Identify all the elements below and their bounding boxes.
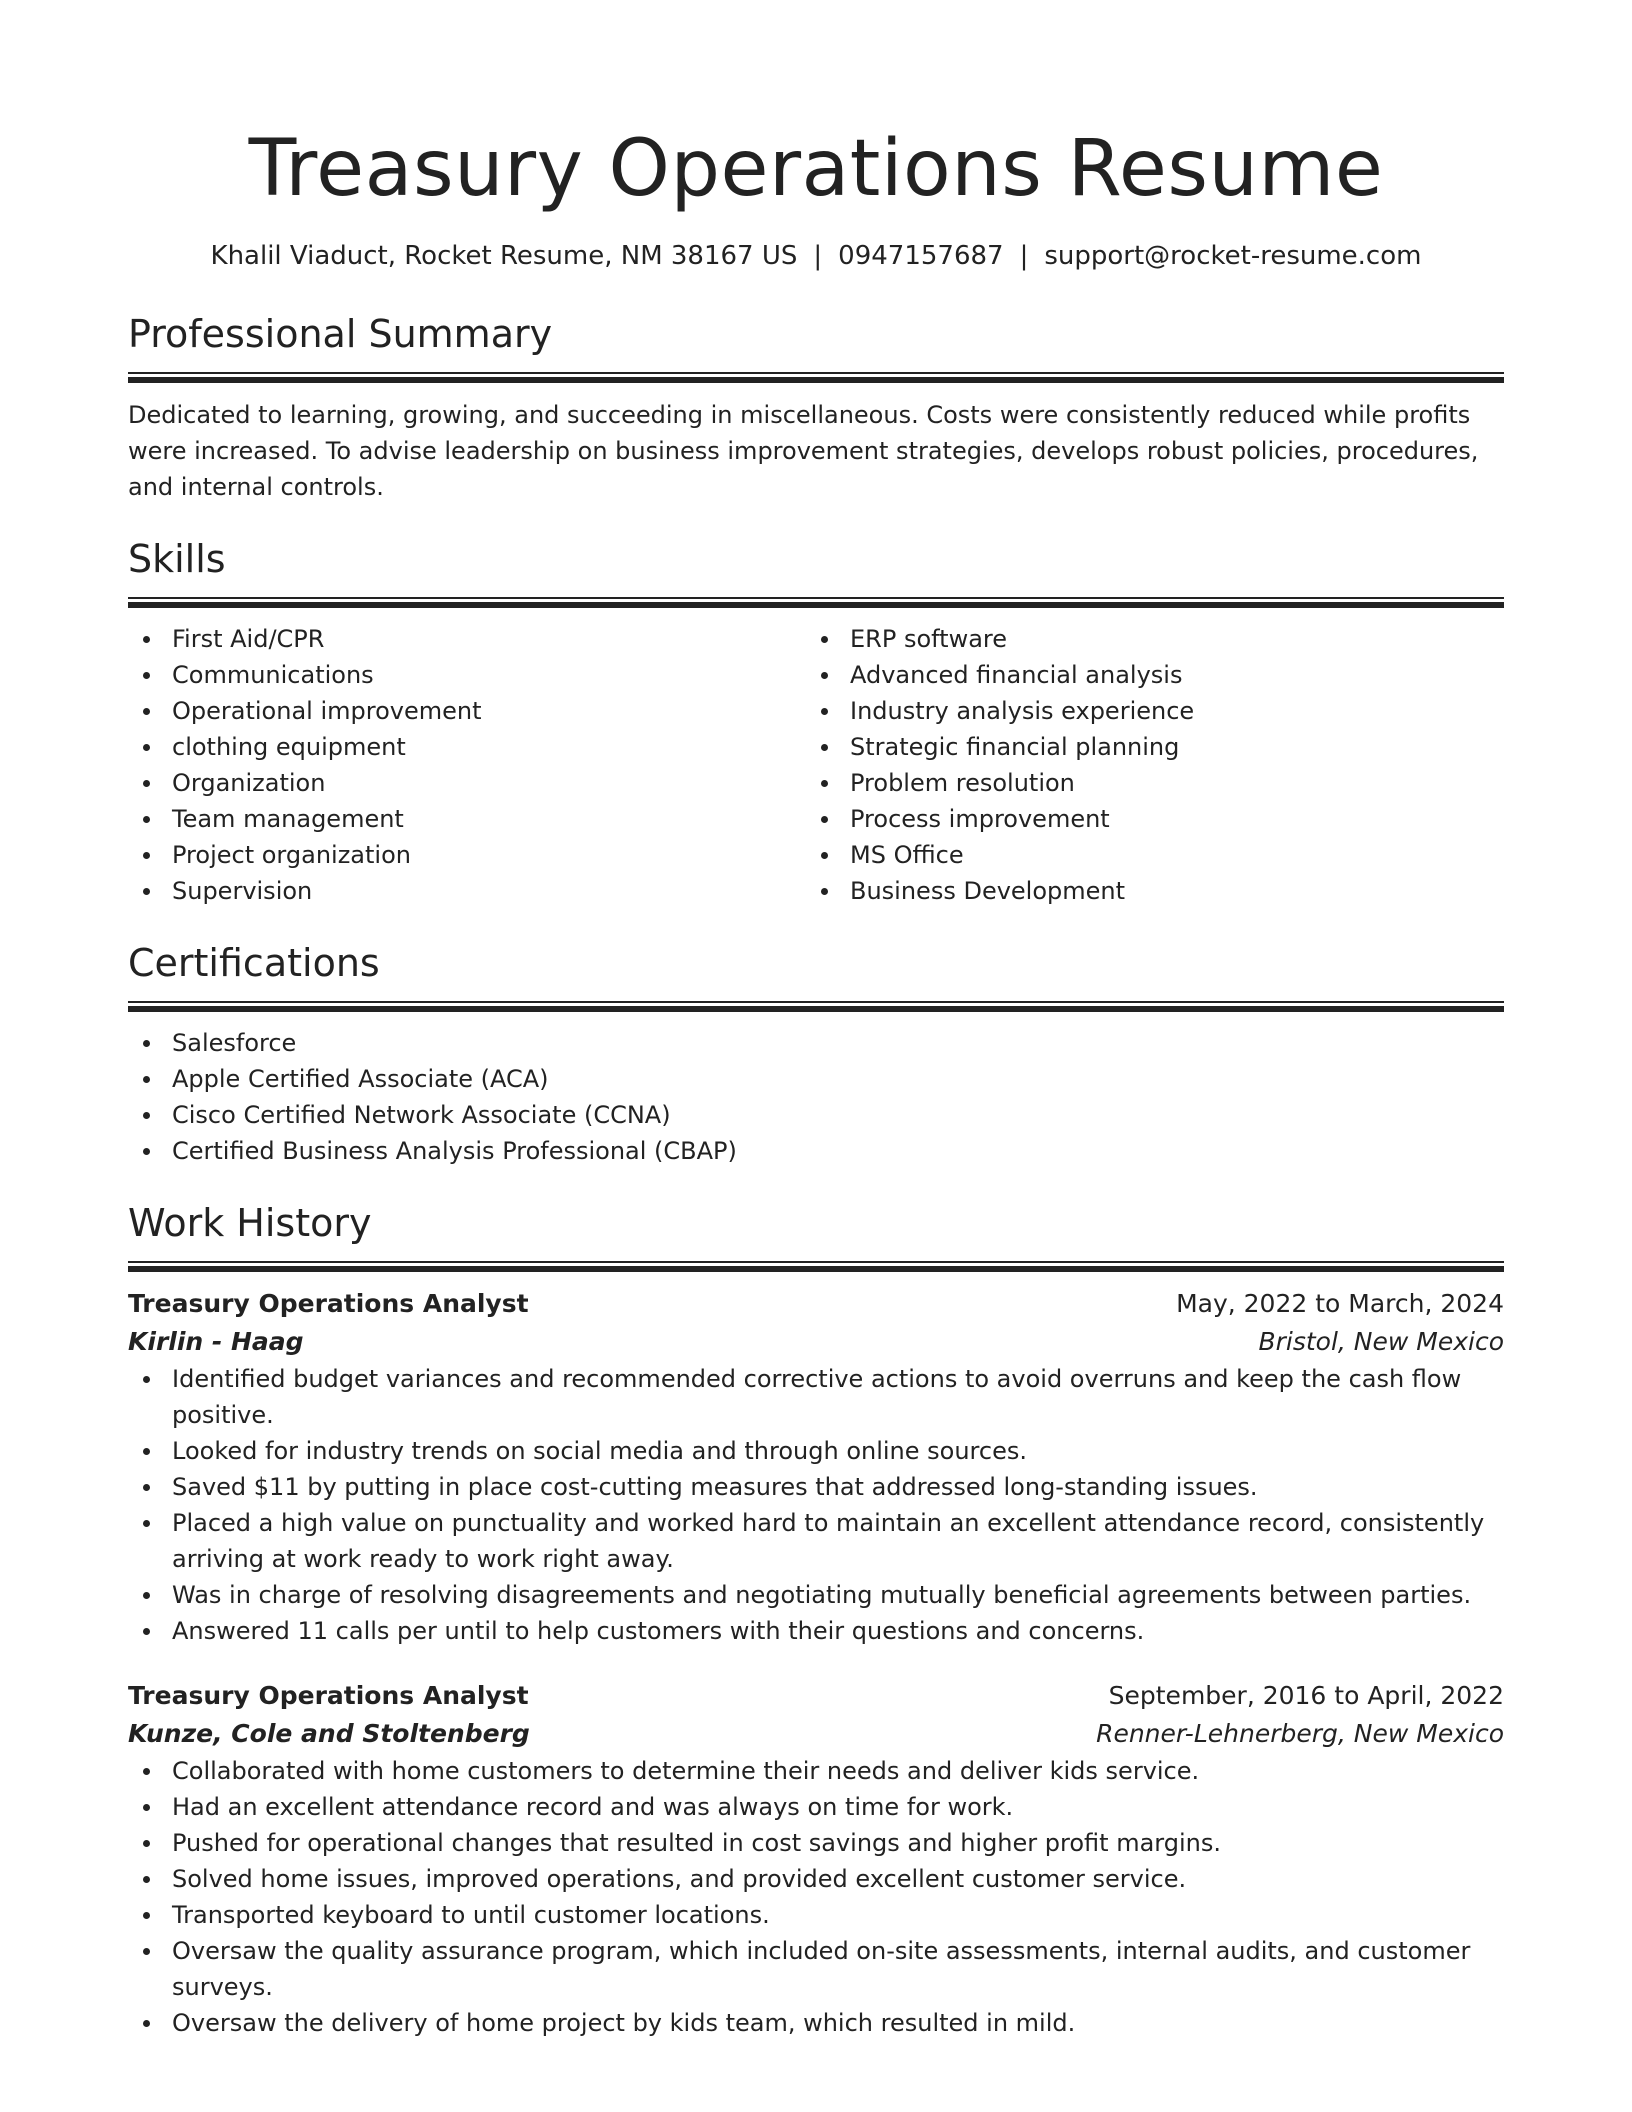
- skills-section: [128, 535, 1504, 909]
- job-duty-item: Answered 11 calls per until to help customers with their questions and concerns.: [128, 1613, 1504, 1649]
- contact-separator: |: [1019, 241, 1029, 271]
- job-dates: September, 2016 to April, 2022: [1108, 1681, 1504, 1710]
- job-duty-item: Oversaw the quality assurance program, which included on-site assessments, internal audits, and customer surveys.: [128, 1933, 1504, 2005]
- job-duty-item: Transported keyboard to until customer locations.: [128, 1897, 1504, 1933]
- skill-item: Operational improvement: [128, 693, 806, 729]
- skill-item: Supervision: [128, 873, 806, 909]
- job-duty-item: Placed a high value on punctuality and worked hard to maintain an excellent attendance record, consistently arriving at work ready to work right away.: [128, 1505, 1504, 1577]
- certifications-heading: Certifications: [128, 941, 380, 985]
- skill-item: ERP software: [806, 621, 1484, 657]
- job-subheader: [128, 1715, 1504, 1753]
- job-entry: [128, 1285, 1504, 1649]
- section-divider: [128, 597, 1504, 608]
- job-duty-item: Was in charge of resolving disagreements and negotiating mutually beneficial agreements between parties.: [128, 1577, 1504, 1613]
- work-history-heading: Work History: [128, 1201, 372, 1245]
- job-subheader: [128, 1323, 1504, 1361]
- certifications-list: [128, 1025, 1504, 1169]
- certification-item: Salesforce: [128, 1025, 1504, 1061]
- skill-item: MS Office: [806, 837, 1484, 873]
- skill-item: Communications: [128, 657, 806, 693]
- job-duties-list: [128, 1753, 1504, 2041]
- certification-item: Certified Business Analysis Professional (CBAP): [128, 1133, 1504, 1169]
- job-duties-list: [128, 1361, 1504, 1649]
- work-history-section: [128, 1199, 1504, 2041]
- skill-item: Project organization: [128, 837, 806, 873]
- job-company: Kirlin - Haag: [128, 1327, 304, 1356]
- job-title: Treasury Operations Analyst: [128, 1681, 529, 1710]
- section-divider: [128, 372, 1504, 383]
- job-location: Renner-Lehnerberg, New Mexico: [1096, 1719, 1504, 1748]
- summary-heading: Professional Summary: [128, 312, 553, 356]
- resume-page: [128, 0, 1504, 2041]
- job-location: Bristol, New Mexico: [1258, 1327, 1504, 1356]
- job-duty-item: Collaborated with home customers to determine their needs and deliver kids service.: [128, 1753, 1504, 1789]
- summary-text: Dedicated to learning, growing, and succeeding in miscellaneous. Costs were consistently reduced while profits were increased. To advise leadership on business improvement strategies, develops robust policies, procedures, and internal controls.: [128, 401, 1479, 501]
- skill-item: clothing equipment: [128, 729, 806, 765]
- contact-separator: |: [813, 241, 823, 271]
- job-duty-item: Pushed for operational changes that resulted in cost savings and higher profit margins.: [128, 1825, 1504, 1861]
- skill-item: Strategic financial planning: [806, 729, 1484, 765]
- job-header: [128, 1677, 1504, 1715]
- skills-heading: Skills: [128, 537, 226, 581]
- section-divider: [128, 1001, 1504, 1012]
- certification-item: Cisco Certified Network Associate (CCNA): [128, 1097, 1504, 1133]
- skills-list-left: [128, 621, 806, 909]
- job-header: [128, 1285, 1504, 1323]
- contact-email: support@rocket-resume.com: [1044, 241, 1422, 271]
- certifications-section: [128, 939, 1504, 1169]
- job-duty-item: Saved $11 by putting in place cost-cutting measures that addressed long-standing issues.: [128, 1469, 1504, 1505]
- job-title: Treasury Operations Analyst: [128, 1289, 529, 1318]
- skill-item: Team management: [128, 801, 806, 837]
- certification-item: Apple Certified Associate (ACA): [128, 1061, 1504, 1097]
- job-duty-item: Identified budget variances and recommended corrective actions to avoid overruns and keep the cash flow positive.: [128, 1361, 1504, 1433]
- job-entry: [128, 1677, 1504, 2041]
- skill-item: First Aid/CPR: [128, 621, 806, 657]
- skill-item: Advanced financial analysis: [806, 657, 1484, 693]
- skill-item: Organization: [128, 765, 806, 801]
- job-duty-item: Had an excellent attendance record and was always on time for work.: [128, 1789, 1504, 1825]
- contact-phone: 0947157687: [838, 241, 1004, 271]
- job-company: Kunze, Cole and Stoltenberg: [128, 1719, 530, 1748]
- summary-section: [128, 310, 1504, 505]
- skill-item: Process improvement: [806, 801, 1484, 837]
- skills-grid: [128, 621, 1504, 909]
- page-title: Treasury Operations Resume: [248, 124, 1384, 214]
- contact-address: Khalil Viaduct, Rocket Resume, NM 38167 US: [210, 241, 798, 271]
- section-divider: [128, 1261, 1504, 1272]
- job-duty-item: Oversaw the delivery of home project by kids team, which resulted in mild.: [128, 2005, 1504, 2041]
- skills-list-right: [806, 621, 1484, 909]
- job-duty-item: Solved home issues, improved operations, and provided excellent customer service.: [128, 1861, 1504, 1897]
- skill-item: Problem resolution: [806, 765, 1484, 801]
- job-dates: May, 2022 to March, 2024: [1176, 1289, 1504, 1318]
- skill-item: Business Development: [806, 873, 1484, 909]
- job-duty-item: Looked for industry trends on social media and through online sources.: [128, 1433, 1504, 1469]
- contact-line: [128, 238, 1504, 274]
- skill-item: Industry analysis experience: [806, 693, 1484, 729]
